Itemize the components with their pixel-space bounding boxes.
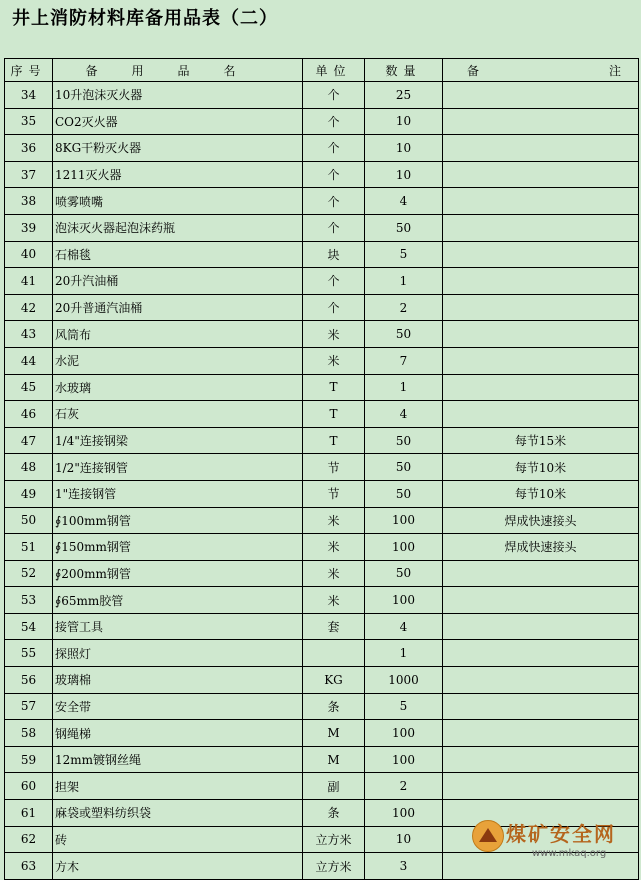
row-number: 37 bbox=[5, 161, 53, 188]
item-quantity: 10 bbox=[365, 826, 443, 853]
row-number: 42 bbox=[5, 294, 53, 321]
item-unit: KG bbox=[303, 667, 365, 694]
row-number: 38 bbox=[5, 188, 53, 215]
inventory-table bbox=[4, 58, 639, 880]
row-number: 44 bbox=[5, 347, 53, 374]
item-quantity: 7 bbox=[365, 347, 443, 374]
table-row bbox=[5, 667, 639, 694]
item-note: 每节15米 bbox=[443, 427, 639, 454]
item-quantity: 100 bbox=[365, 800, 443, 827]
item-quantity: 25 bbox=[365, 82, 443, 109]
item-unit: 条 bbox=[303, 800, 365, 827]
table-row bbox=[5, 321, 639, 348]
item-unit: 套 bbox=[303, 613, 365, 640]
table-row bbox=[5, 135, 639, 162]
item-unit: M bbox=[303, 720, 365, 747]
watermark bbox=[470, 816, 636, 866]
table-row bbox=[5, 560, 639, 587]
header-qty: 数量 bbox=[365, 59, 443, 82]
watermark-text: 煤矿安全网 bbox=[506, 822, 616, 846]
row-number: 49 bbox=[5, 480, 53, 507]
watermark-url: www.mkaq.org bbox=[532, 848, 607, 859]
table-row bbox=[5, 188, 639, 215]
header-note-b: 注 bbox=[609, 63, 628, 78]
item-name: 1211灭火器 bbox=[53, 161, 303, 188]
item-unit: 米 bbox=[303, 534, 365, 561]
item-note bbox=[443, 321, 639, 348]
item-unit: T bbox=[303, 374, 365, 401]
item-quantity: 50 bbox=[365, 214, 443, 241]
mountain-logo-icon bbox=[472, 820, 504, 852]
item-name: 水泥 bbox=[53, 347, 303, 374]
item-note bbox=[443, 374, 639, 401]
item-quantity: 4 bbox=[365, 188, 443, 215]
row-number: 41 bbox=[5, 268, 53, 295]
item-unit: T bbox=[303, 401, 365, 428]
table-row bbox=[5, 294, 639, 321]
item-unit: 立方米 bbox=[303, 853, 365, 880]
item-quantity: 50 bbox=[365, 321, 443, 348]
table-row bbox=[5, 454, 639, 481]
item-quantity: 5 bbox=[365, 693, 443, 720]
item-name: 1/4"连接钢梁 bbox=[53, 427, 303, 454]
item-quantity: 100 bbox=[365, 746, 443, 773]
item-quantity: 10 bbox=[365, 108, 443, 135]
item-quantity: 5 bbox=[365, 241, 443, 268]
table-row bbox=[5, 587, 639, 614]
item-unit: 个 bbox=[303, 188, 365, 215]
item-name: 钢绳梯 bbox=[53, 720, 303, 747]
table-row bbox=[5, 374, 639, 401]
item-quantity: 1 bbox=[365, 374, 443, 401]
item-unit: 个 bbox=[303, 214, 365, 241]
item-name: CO2灭火器 bbox=[53, 108, 303, 135]
item-name: 石灰 bbox=[53, 401, 303, 428]
item-unit: 米 bbox=[303, 321, 365, 348]
table-row bbox=[5, 347, 639, 374]
row-number: 48 bbox=[5, 454, 53, 481]
item-unit: T bbox=[303, 427, 365, 454]
item-quantity: 10 bbox=[365, 135, 443, 162]
row-number: 63 bbox=[5, 853, 53, 880]
row-number: 35 bbox=[5, 108, 53, 135]
header-unit: 单位 bbox=[303, 59, 365, 82]
item-name: 泡沫灭火器起泡沫药瓶 bbox=[53, 214, 303, 241]
header-name-label: 备用品名 bbox=[85, 63, 270, 78]
row-number: 53 bbox=[5, 587, 53, 614]
table-row bbox=[5, 241, 639, 268]
item-note bbox=[443, 347, 639, 374]
header-note bbox=[443, 59, 639, 82]
item-unit: 个 bbox=[303, 135, 365, 162]
item-name: ∮65mm胶管 bbox=[53, 587, 303, 614]
row-number: 39 bbox=[5, 214, 53, 241]
item-quantity: 50 bbox=[365, 454, 443, 481]
item-name: 安全带 bbox=[53, 693, 303, 720]
item-note bbox=[443, 294, 639, 321]
item-note bbox=[443, 161, 639, 188]
row-number: 50 bbox=[5, 507, 53, 534]
item-note bbox=[443, 667, 639, 694]
item-quantity: 50 bbox=[365, 427, 443, 454]
item-unit: 个 bbox=[303, 294, 365, 321]
table-row bbox=[5, 108, 639, 135]
row-number: 46 bbox=[5, 401, 53, 428]
header-name bbox=[53, 59, 303, 82]
item-note bbox=[443, 241, 639, 268]
table-row bbox=[5, 507, 639, 534]
header-no: 序号 bbox=[5, 59, 53, 82]
item-note bbox=[443, 693, 639, 720]
item-unit: 立方米 bbox=[303, 826, 365, 853]
item-quantity: 100 bbox=[365, 507, 443, 534]
item-unit: 个 bbox=[303, 268, 365, 295]
item-note bbox=[443, 560, 639, 587]
row-number: 52 bbox=[5, 560, 53, 587]
item-quantity: 1000 bbox=[365, 667, 443, 694]
item-name: 10升泡沫灭火器 bbox=[53, 82, 303, 109]
item-unit: 米 bbox=[303, 507, 365, 534]
row-number: 45 bbox=[5, 374, 53, 401]
item-note bbox=[443, 720, 639, 747]
item-note bbox=[443, 268, 639, 295]
item-name: 8KG干粉灭火器 bbox=[53, 135, 303, 162]
item-unit: 个 bbox=[303, 108, 365, 135]
item-name: 1"连接钢管 bbox=[53, 480, 303, 507]
item-quantity: 1 bbox=[365, 268, 443, 295]
item-note bbox=[443, 214, 639, 241]
item-note: 每节10米 bbox=[443, 454, 639, 481]
table-header-row bbox=[5, 59, 639, 82]
item-name: 1/2"连接钢管 bbox=[53, 454, 303, 481]
item-unit: 米 bbox=[303, 560, 365, 587]
item-name: ∮200mm钢管 bbox=[53, 560, 303, 587]
item-note: 每节10米 bbox=[443, 480, 639, 507]
row-number: 59 bbox=[5, 746, 53, 773]
item-note bbox=[443, 135, 639, 162]
item-name: 麻袋或塑料纺织袋 bbox=[53, 800, 303, 827]
row-number: 61 bbox=[5, 800, 53, 827]
item-name: 20升普通汽油桶 bbox=[53, 294, 303, 321]
item-note bbox=[443, 746, 639, 773]
item-quantity: 3 bbox=[365, 853, 443, 880]
item-note bbox=[443, 773, 639, 800]
row-number: 47 bbox=[5, 427, 53, 454]
table-row bbox=[5, 401, 639, 428]
table-row bbox=[5, 693, 639, 720]
row-number: 36 bbox=[5, 135, 53, 162]
item-quantity: 1 bbox=[365, 640, 443, 667]
item-quantity: 2 bbox=[365, 294, 443, 321]
item-quantity: 50 bbox=[365, 560, 443, 587]
table-row bbox=[5, 161, 639, 188]
item-note bbox=[443, 108, 639, 135]
item-name: 担架 bbox=[53, 773, 303, 800]
item-note bbox=[443, 587, 639, 614]
item-unit: 节 bbox=[303, 454, 365, 481]
table-row bbox=[5, 613, 639, 640]
item-quantity: 100 bbox=[365, 587, 443, 614]
item-note bbox=[443, 640, 639, 667]
row-number: 60 bbox=[5, 773, 53, 800]
table-row bbox=[5, 82, 639, 109]
header-note-a: 备 bbox=[467, 63, 486, 78]
row-number: 58 bbox=[5, 720, 53, 747]
item-quantity: 4 bbox=[365, 401, 443, 428]
table-row bbox=[5, 427, 639, 454]
row-number: 34 bbox=[5, 82, 53, 109]
row-number: 62 bbox=[5, 826, 53, 853]
item-name: 石棉毯 bbox=[53, 241, 303, 268]
item-name: ∮100mm钢管 bbox=[53, 507, 303, 534]
row-number: 55 bbox=[5, 640, 53, 667]
item-name: 接管工具 bbox=[53, 613, 303, 640]
item-name: 砖 bbox=[53, 826, 303, 853]
table-row bbox=[5, 534, 639, 561]
item-note bbox=[443, 188, 639, 215]
item-quantity: 4 bbox=[365, 613, 443, 640]
item-quantity: 2 bbox=[365, 773, 443, 800]
item-note: 焊成快速接头 bbox=[443, 507, 639, 534]
item-note bbox=[443, 613, 639, 640]
table-row bbox=[5, 480, 639, 507]
item-name: 探照灯 bbox=[53, 640, 303, 667]
item-unit: M bbox=[303, 746, 365, 773]
row-number: 43 bbox=[5, 321, 53, 348]
item-quantity: 10 bbox=[365, 161, 443, 188]
item-quantity: 50 bbox=[365, 480, 443, 507]
item-unit: 块 bbox=[303, 241, 365, 268]
item-name: 喷雾喷嘴 bbox=[53, 188, 303, 215]
item-name: 20升汽油桶 bbox=[53, 268, 303, 295]
table-row bbox=[5, 214, 639, 241]
page-title: 井上消防材料库备用品表（二） bbox=[12, 8, 278, 29]
item-unit: 副 bbox=[303, 773, 365, 800]
item-unit: 个 bbox=[303, 82, 365, 109]
item-quantity: 100 bbox=[365, 534, 443, 561]
row-number: 40 bbox=[5, 241, 53, 268]
item-unit: 米 bbox=[303, 587, 365, 614]
item-name: ∮150mm钢管 bbox=[53, 534, 303, 561]
item-unit: 个 bbox=[303, 161, 365, 188]
item-unit: 米 bbox=[303, 347, 365, 374]
item-note bbox=[443, 401, 639, 428]
item-quantity: 100 bbox=[365, 720, 443, 747]
table-row bbox=[5, 268, 639, 295]
item-name: 水玻璃 bbox=[53, 374, 303, 401]
item-unit: 节 bbox=[303, 480, 365, 507]
row-number: 51 bbox=[5, 534, 53, 561]
table-row bbox=[5, 640, 639, 667]
item-unit bbox=[303, 640, 365, 667]
item-name: 风筒布 bbox=[53, 321, 303, 348]
row-number: 57 bbox=[5, 693, 53, 720]
table-body bbox=[5, 82, 639, 880]
item-note bbox=[443, 82, 639, 109]
table-row bbox=[5, 720, 639, 747]
row-number: 54 bbox=[5, 613, 53, 640]
item-unit: 条 bbox=[303, 693, 365, 720]
item-name: 12mm镀钢丝绳 bbox=[53, 746, 303, 773]
item-name: 方木 bbox=[53, 853, 303, 880]
item-name: 玻璃棉 bbox=[53, 667, 303, 694]
table-row bbox=[5, 773, 639, 800]
table-row bbox=[5, 746, 639, 773]
row-number: 56 bbox=[5, 667, 53, 694]
item-note: 焊成快速接头 bbox=[443, 534, 639, 561]
